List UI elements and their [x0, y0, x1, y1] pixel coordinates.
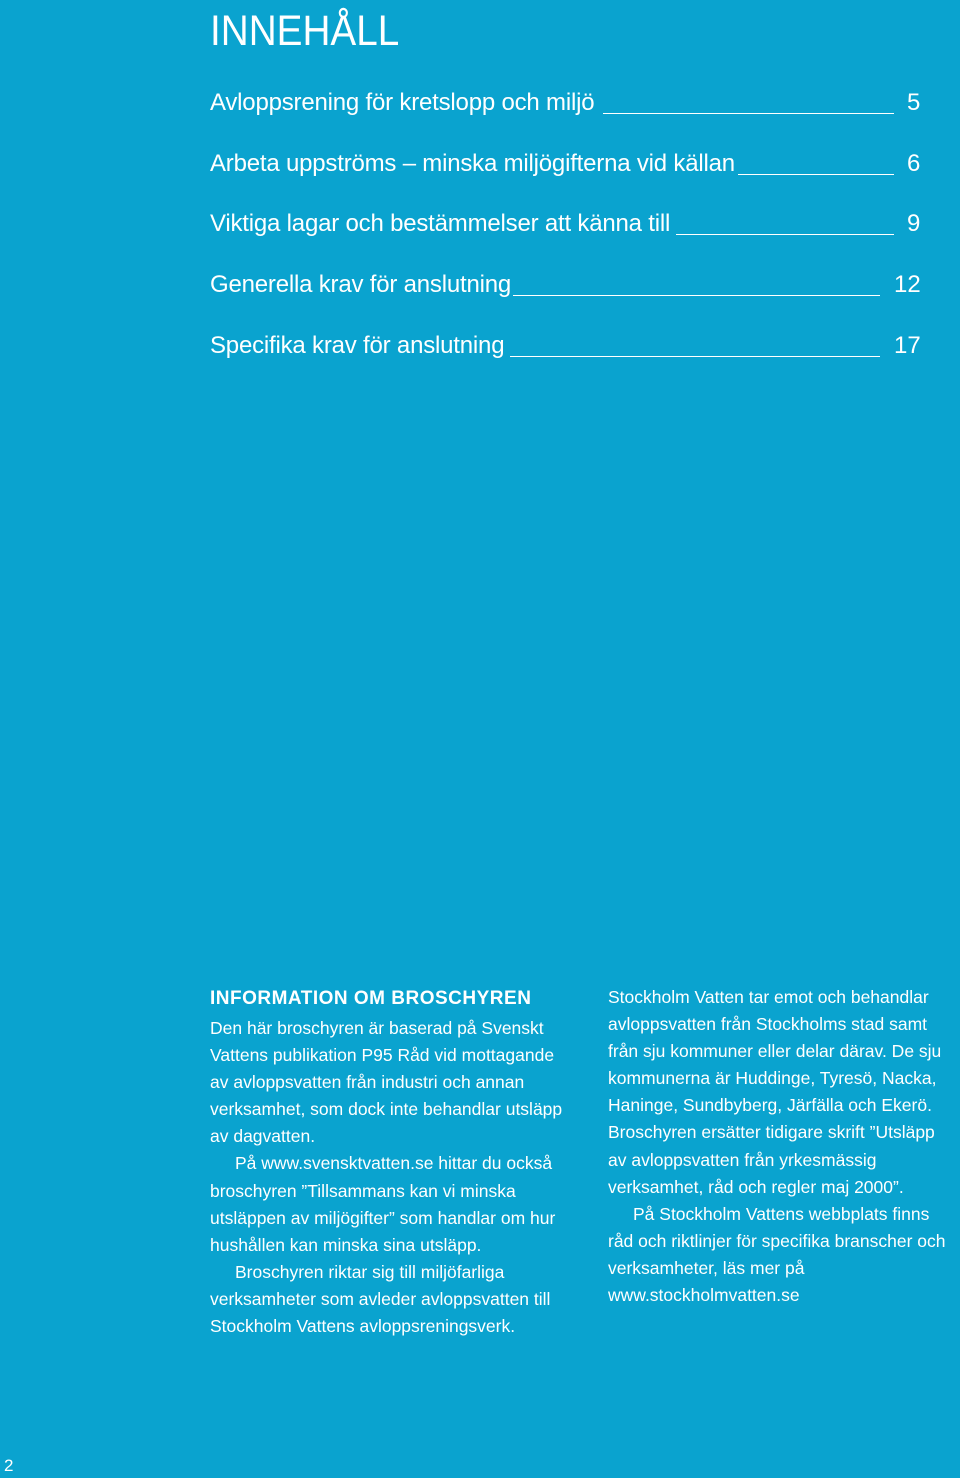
toc-entry-page: 17 — [894, 332, 921, 359]
toc-entry[interactable] — [210, 207, 922, 241]
toc-entry-label: Arbeta uppströms – minska miljögifterna vid källan — [210, 150, 735, 177]
toc-entry[interactable] — [210, 268, 922, 302]
toc-entry-label: Generella krav för anslutning — [210, 271, 512, 298]
page-number: 2 — [4, 1456, 14, 1475]
toc-entry[interactable] — [210, 86, 922, 120]
toc-leader-line — [603, 113, 894, 114]
toc-entry-label: Specifika krav för anslutning — [210, 332, 505, 359]
info-paragraph: På Stockholm Vattens webbplats finns råd och riktlinjer för specifika branscher och verksamheter, läs mer på www.stockholmvatten.se — [608, 1203, 946, 1306]
toc-leader-line — [676, 234, 894, 235]
info-paragraph: Stockholm Vatten tar emot och behandlar avloppsvatten från Stockholms stad samt från sju kommuner eller delar därav. De sju kommunerna är Huddinge, Tyresö, Nacka, Haninge, Sundbyberg, Järfälla och Ekerö. Broschyren ersätter tidigare skrift ”Utsläpp av avloppsvatten från yrkesmässig verksamhet, råd och regler maj 2000”. — [608, 987, 942, 1197]
toc-leader-line — [510, 356, 880, 357]
toc-entry[interactable] — [210, 329, 922, 363]
toc-leader-line — [738, 174, 894, 175]
toc-entry-page: 12 — [894, 271, 921, 298]
info-left-column — [210, 984, 575, 1340]
toc-entry-page: 5 — [907, 89, 921, 116]
toc-entry-label: Avloppsrening för kretslopp och miljö — [210, 89, 595, 116]
info-right-column — [608, 984, 953, 1309]
toc-entry-page: 9 — [907, 210, 921, 237]
toc-entry-page: 6 — [907, 150, 921, 177]
toc-entry-label: Viktiga lagar och bestämmelser att känna till — [210, 210, 671, 237]
info-heading: INFORMATION OM BROSCHYREN — [210, 988, 532, 1009]
info-paragraph: Den här broschyren är baserad på Svenskt Vattens publikation P95 Råd vid mottagande av avloppsvatten från industri och annan verksamhet, som dock inte behandlar utsläpp av dagvatten. — [210, 1018, 563, 1147]
toc-leader-line — [513, 295, 880, 296]
toc-entry[interactable] — [210, 147, 922, 181]
info-paragraph: På www.svensktvatten.se hittar du också broschyren ”Tillsammans kan vi minska utsläppen av miljögifter” som handlar om hur hushållen kan minska sina utsläpp. — [210, 1153, 556, 1255]
info-paragraph: Broschyren riktar sig till miljöfarliga verksamheter som avleder avloppsvatten till Stockholm Vattens avloppsreningsverk. — [210, 1261, 551, 1337]
page-title: INNEHÅLL — [210, 7, 400, 55]
